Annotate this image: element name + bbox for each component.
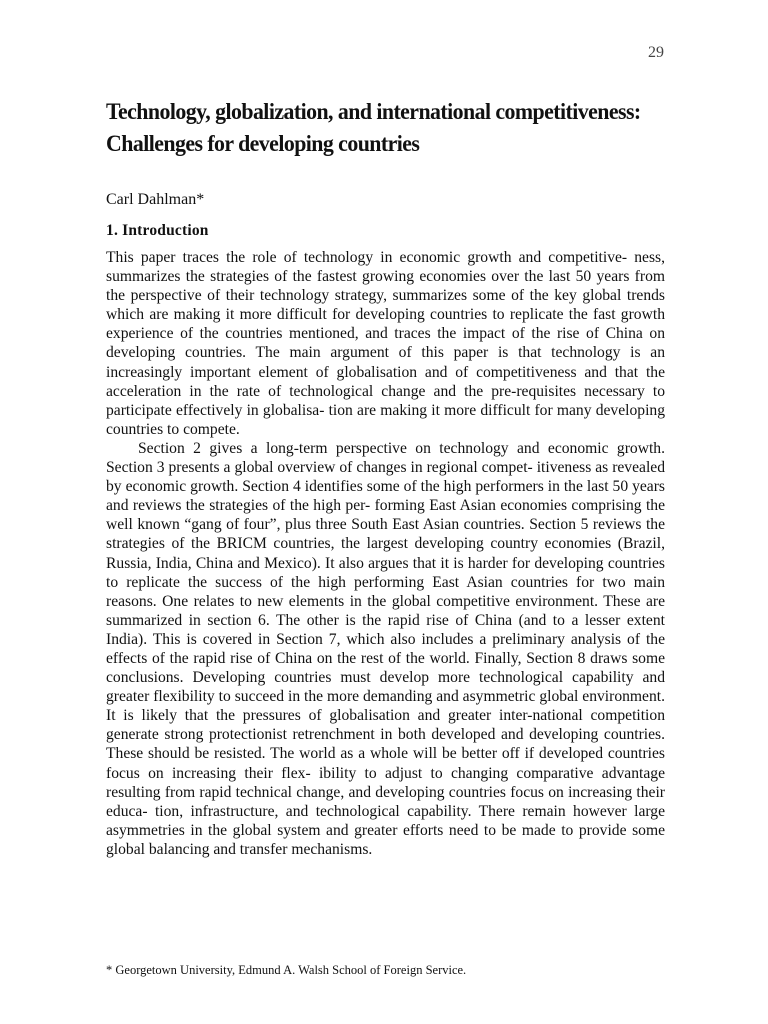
article-title-line-2: Challenges for developing countries (106, 131, 420, 157)
article-title (106, 96, 641, 160)
article-title-line-1: Technology, globalization, and international competitiveness: (106, 99, 641, 125)
paragraph-1: This paper traces the role of technology in economic growth and competitive- ness, summarizes the strategies of the fastest growing economies over the last 50 years from the perspective of their technology strategy, summarizes some of the key global trends which are making it more difficult for developing countries to replicate the fast growth experience of the countries mentioned, and traces the impact of the rise of China on developing countries. The main argument of this paper is that technology is an increasingly important element of globalisation and of competitiveness and that the acceleration in the rate of technological change and the pre-requisites necessary to participate effectively in globalisa- tion are making it more difficult for many developing countries to compete. (106, 249, 665, 438)
body-text (106, 248, 665, 859)
page-number: 29 (648, 44, 664, 61)
footnote: * Georgetown University, Edmund A. Walsh School of Foreign Service. (106, 963, 467, 977)
section-heading: 1. Introduction (106, 222, 209, 239)
paragraph-2: Section 2 gives a long-term perspective on technology and economic growth. Section 3 presents a global overview of changes in regional compet- itiveness as revealed by economic growth. Section 4 identifies some of the high performers in the last 50 years and reviews the strategies of the high per- forming East Asian economies comprising the well known “gang of four”, plus three South East Asian countries. Section 5 reviews the strategies of the BRICM countries, the largest developing country economies (Brazil, Russia, India, China and Mexico). It also argues that it is harder for developing countries to replicate the success of the high performing East Asian countries for two main reasons. One relates to new elements in the global competitive environment. These are summarized in section 6. The other is the rapid rise of China (and to a lesser extent India). This is covered in Section 7, which also includes a preliminary analysis of the effects of the rapid rise of China on the rest of the world. Finally, Section 8 draws some conclusions. Developing countries must develop more technological capability and greater flexibility to succeed in the more demanding and asymmetric global environment. It is likely that the pressures of globalisation and greater inter-national competition generate strong protectionist retrenchment in both developed and developing countries. These should be resisted. The world as a whole will be better off if developed countries focus on increasing their flex- ibility to adjust to changing comparative advantage resulting from rapid technical change, and developing countries focus on increasing their educa- tion, infrastructure, and technological capability. There remain however large asymmetries in the global system and greater efforts need to be made to provide some global balancing and transfer mechanisms. (106, 439, 665, 858)
author-name: Carl Dahlman* (106, 191, 205, 208)
